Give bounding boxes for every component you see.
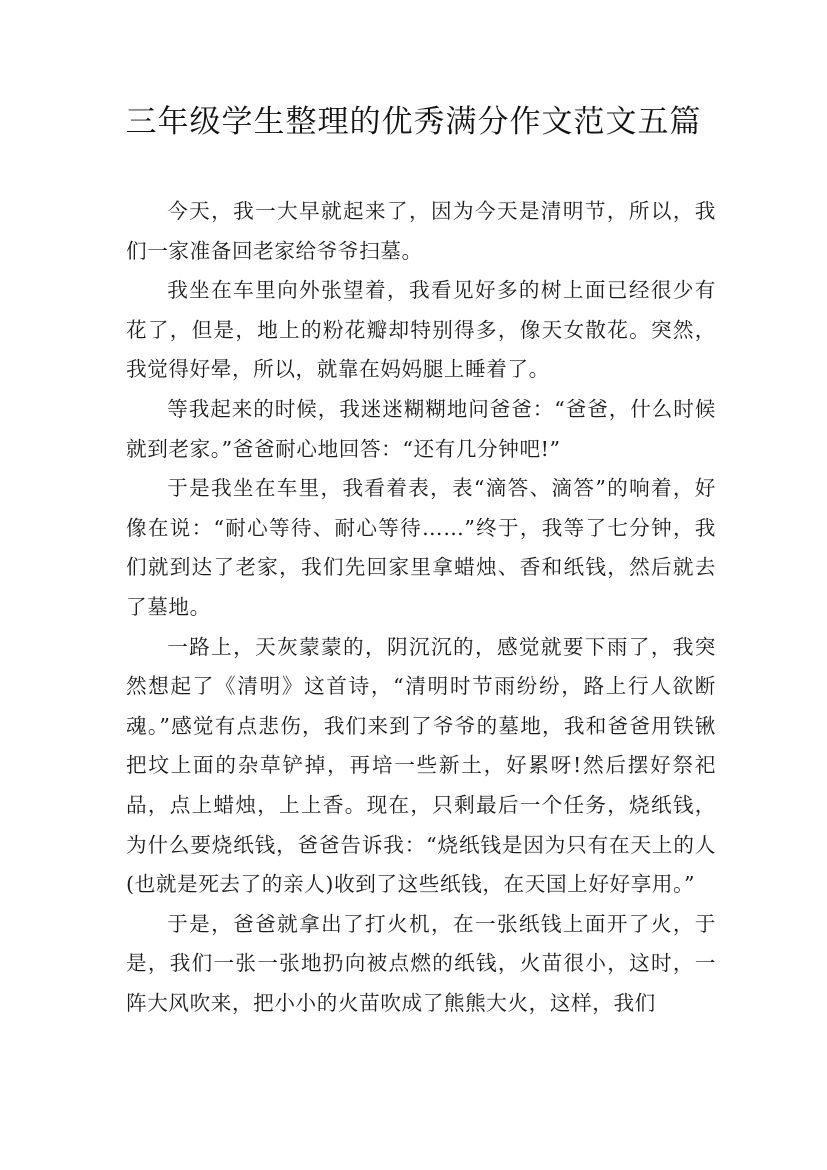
paragraph: 我坐在车里向外张望着，我看见好多的树上面已经很少有花了，但是，地上的粉花瓣却特别得多，像天女散花。突然，我觉得好晕，所以，就靠在妈妈腿上睡着了。 bbox=[126, 278, 716, 382]
paragraph: 于是，爸爸就拿出了打火机，在一张纸钱上面开了火，于是，我们一张一张地扔向被点燃的纸钱，火苗很小，这时，一阵大风吹来，把小小的火苗吹成了熊熊大火，这样，我们 bbox=[126, 911, 716, 1015]
paragraph: 一路上，天灰蒙蒙的，阴沉沉的，感觉就要下雨了，我突然想起了《清明》这首诗，“清明时节雨纷纷，路上行人欲断魂。”感觉有点悲伤，我们来到了爷爷的墓地，我和爸爸用铁锹把坟上面的杂草铲掉，再培一些新土，好累呀!然后摆好祭祀品，点上蜡烛，上上香。现在，只剩最后一个任务，烧纸钱，为什么要烧纸钱，爸爸告诉我：“烧纸钱是因为只有在天上的人(也就是死去了的亲人)收到了这些纸钱，在天国上好好享用。” bbox=[126, 634, 716, 897]
document-title: 三年级学生整理的优秀满分作文范文五篇 bbox=[125, 104, 702, 140]
paragraph: 今天，我一大早就起来了，因为今天是清明节，所以，我们一家准备回老家给爷爷扫墓。 bbox=[126, 199, 716, 263]
paragraph: 等我起来的时候，我迷迷糊糊地问爸爸：“爸爸，什么时候就到老家。”爸爸耐心地回答：“还有几分钟吧!” bbox=[126, 396, 716, 461]
document-body bbox=[126, 192, 716, 1023]
paragraph: 于是我坐在车里，我看着表，表“滴答、滴答”的响着，好像在说：“耐心等待、耐心等待……”终于，我等了七分钟，我们就到达了老家，我们先回家里拿蜡烛、香和纸钱，然后就去了墓地。 bbox=[126, 476, 716, 619]
